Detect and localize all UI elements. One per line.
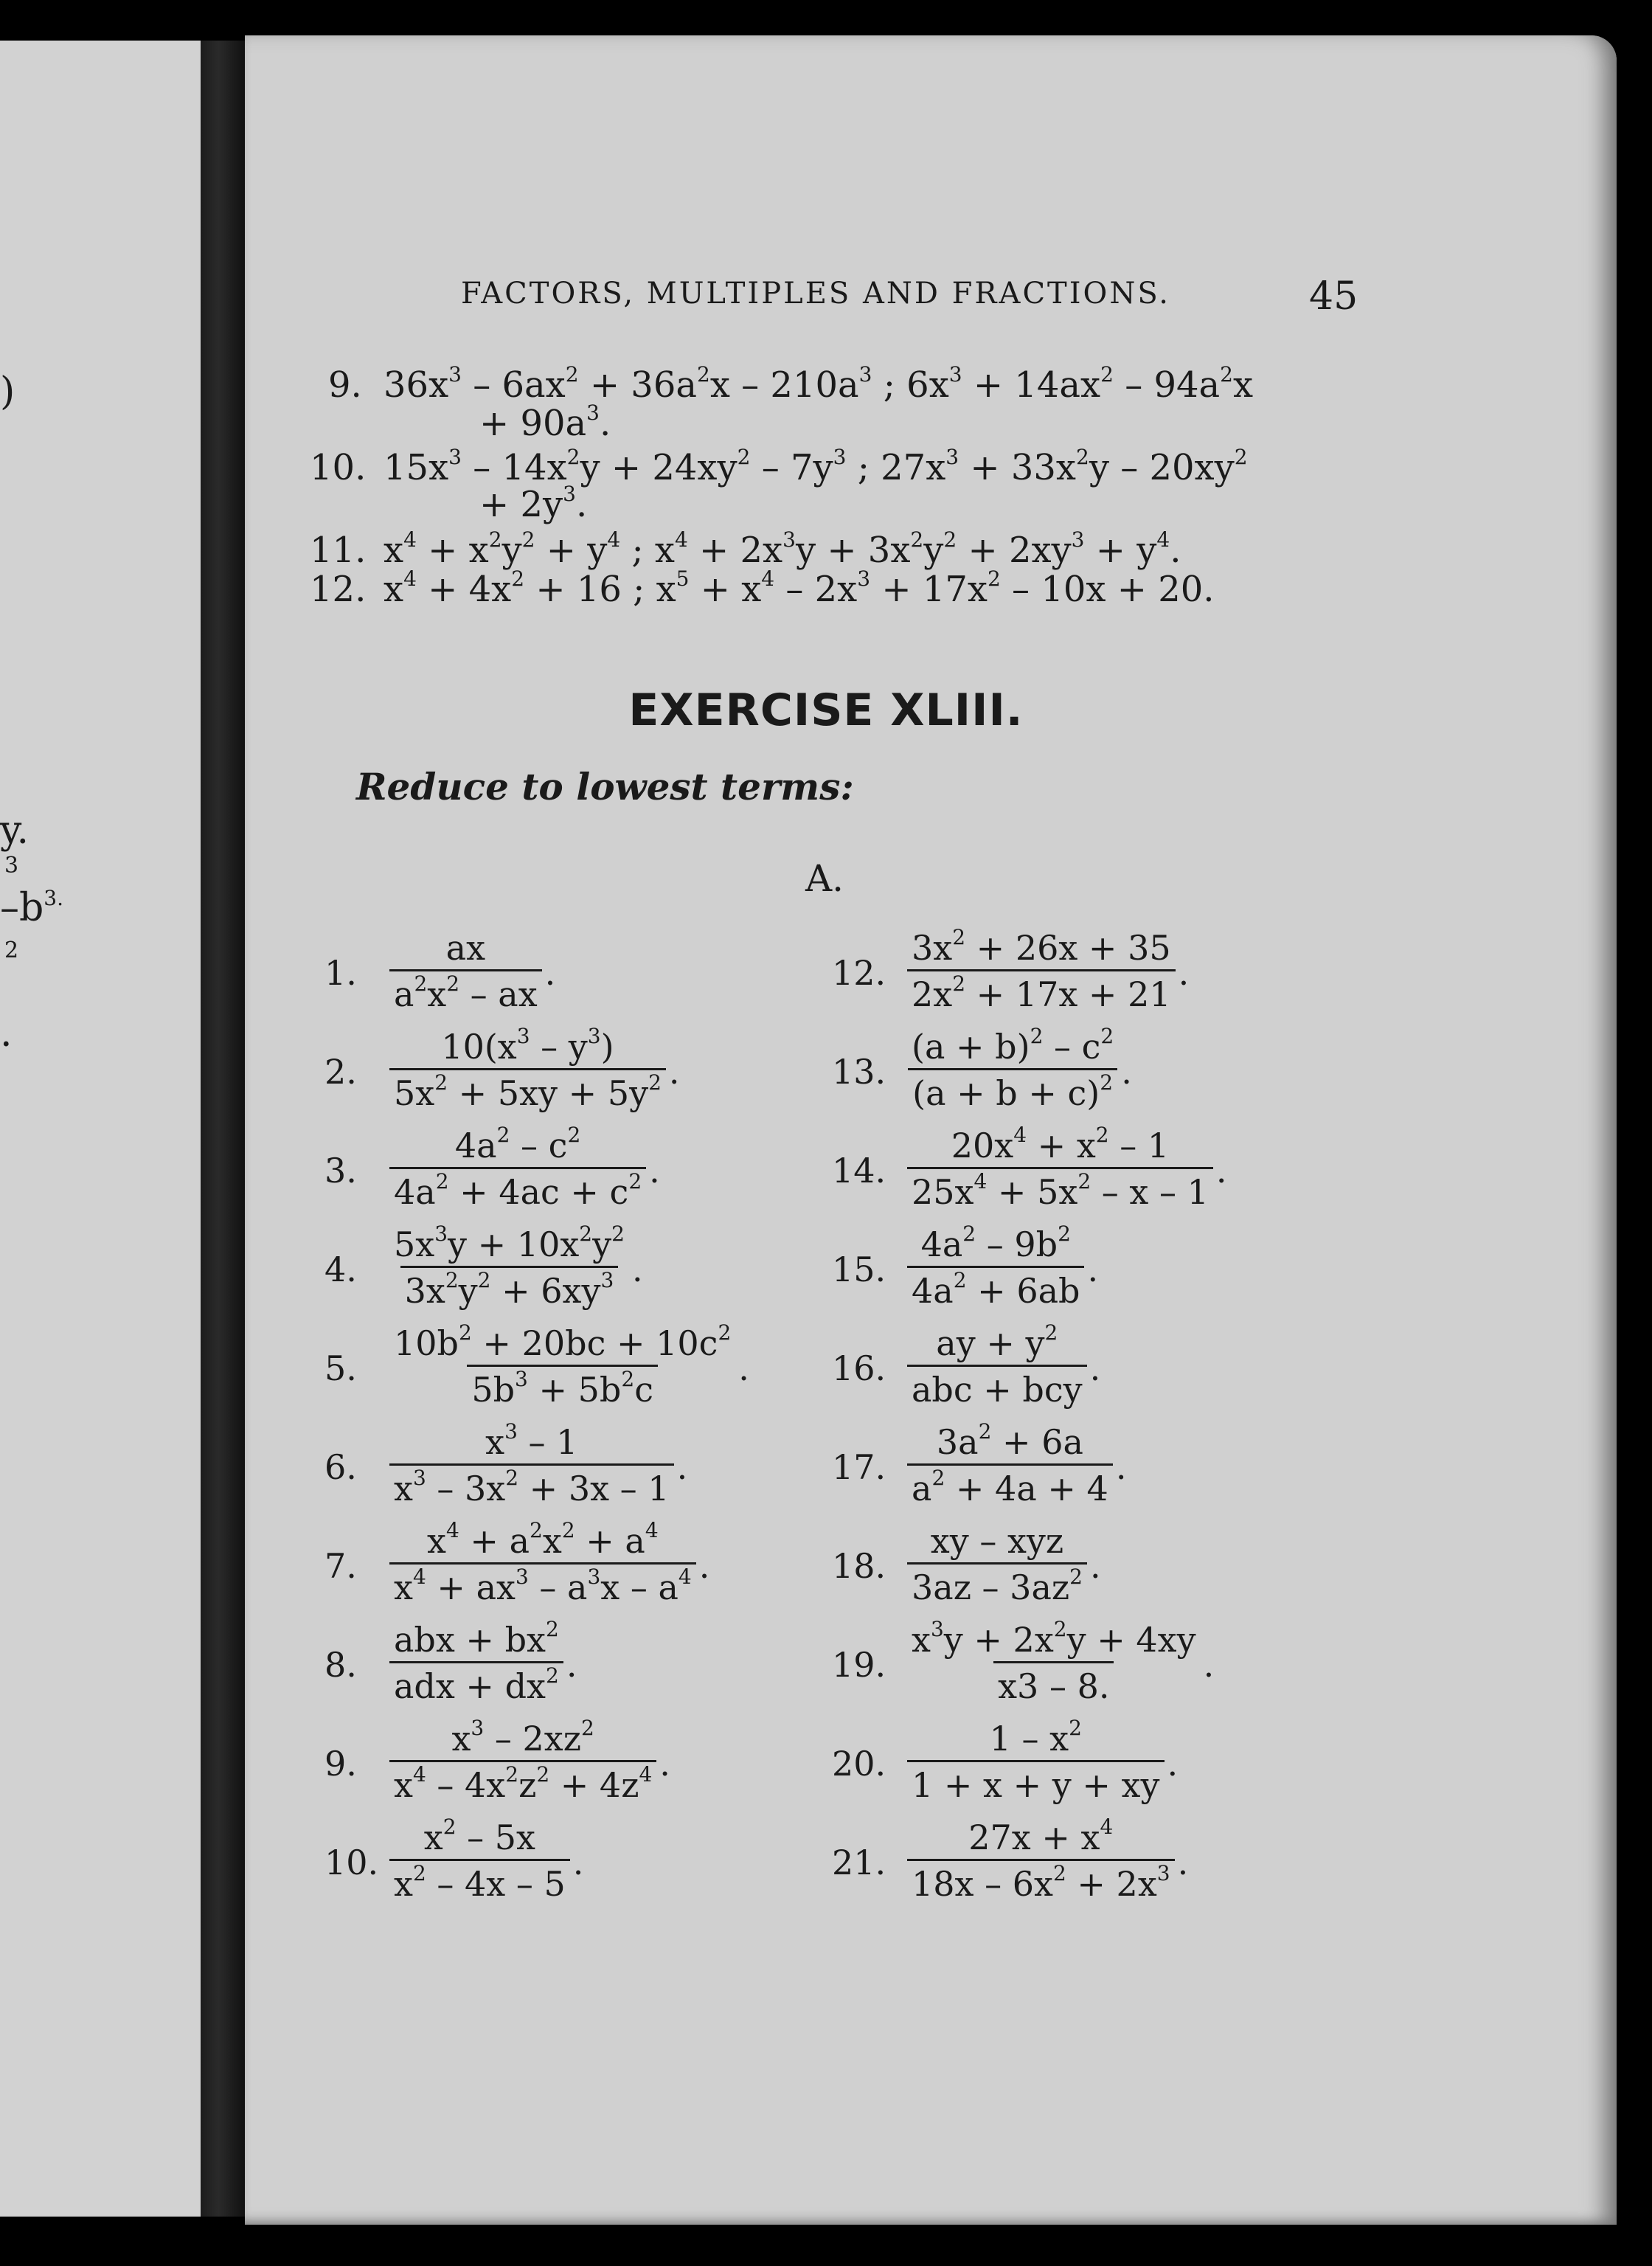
fraction-problem bbox=[832, 1617, 1422, 1719]
problem-number: 19. bbox=[832, 1645, 886, 1685]
expression-line: $15x^3 - 14x^2y + 24xy^2 - 7y^3$ ; $27x^3 + 33x^2y - 20xy^2$ bbox=[384, 445, 1248, 488]
fraction-problem bbox=[832, 1815, 1422, 1916]
fraction bbox=[907, 925, 1176, 1014]
fraction-problem bbox=[832, 1024, 1422, 1126]
fraction-numerator: $x^3 - 1$ bbox=[485, 1419, 578, 1462]
fraction-period: . bbox=[649, 1151, 660, 1191]
fraction-problem bbox=[324, 1617, 914, 1719]
fraction bbox=[907, 1815, 1175, 1904]
fraction-denominator: $a^2 + 4a + 4$ bbox=[907, 1463, 1113, 1506]
problem-number: 15. bbox=[832, 1250, 886, 1289]
fraction-denominator: $x^3 - 3x^2 + 3x - 1$ bbox=[389, 1463, 674, 1506]
problem-number: 12. bbox=[832, 953, 886, 993]
fraction bbox=[389, 928, 542, 1014]
fraction-problem bbox=[324, 928, 914, 1027]
fraction bbox=[389, 1222, 629, 1311]
fraction-numerator: $10(x^3 - y^3)$ bbox=[441, 1024, 614, 1067]
fraction-denominator: $5b^3 + 5b^2c$ bbox=[467, 1365, 658, 1407]
fraction-period: . bbox=[1215, 1151, 1227, 1191]
left-page-edge bbox=[0, 41, 201, 2217]
fraction-denominator: $a^2x^2$ – ax bbox=[389, 969, 542, 1011]
fraction-problem bbox=[832, 1320, 1422, 1422]
page-number: 45 bbox=[1309, 274, 1358, 319]
fraction bbox=[389, 1123, 646, 1212]
fraction-numerator: $4a^2 - c^2$ bbox=[454, 1123, 581, 1165]
fraction-numerator: $4a^2 - 9b^2$ bbox=[920, 1222, 1071, 1264]
fraction-problem bbox=[832, 925, 1422, 1027]
fraction-denominator: $18x - 6x^2 + 2x^3$ bbox=[907, 1859, 1175, 1901]
fraction bbox=[907, 1521, 1087, 1607]
fraction-period: . bbox=[698, 1546, 710, 1586]
fraction-period: . bbox=[572, 1843, 584, 1882]
fraction-problem bbox=[832, 1123, 1422, 1224]
left-page-fragment: 2 bbox=[4, 938, 19, 963]
fraction-period: . bbox=[738, 1348, 749, 1388]
fraction-denominator: $4a^2 + 6ab$ bbox=[907, 1266, 1084, 1308]
fraction-numerator: ax bbox=[445, 928, 486, 968]
problem-number: 10. bbox=[310, 447, 367, 488]
fraction-numerator: $(a + b)^2 - c^2$ bbox=[912, 1024, 1114, 1067]
fraction bbox=[389, 1518, 696, 1607]
fraction-problem bbox=[324, 1419, 914, 1521]
fraction-period: . bbox=[1203, 1645, 1215, 1685]
fraction-problem bbox=[324, 1123, 914, 1224]
fraction-problem bbox=[832, 1521, 1422, 1620]
fraction-denominator: abc + bcy bbox=[907, 1365, 1087, 1407]
fraction bbox=[389, 1320, 735, 1410]
fraction-numerator: abx + $bx^2$ bbox=[394, 1617, 559, 1660]
fraction-problem bbox=[832, 1419, 1422, 1521]
fraction-numerator: $x^3 - 2xz^2$ bbox=[451, 1716, 594, 1759]
fraction-denominator: $25x^4 + 5x^2 - x - 1$ bbox=[907, 1167, 1213, 1209]
problem-number: 7. bbox=[324, 1546, 357, 1586]
problem-number: 2. bbox=[324, 1052, 357, 1092]
fraction-numerator: $20x^4 + x^2 - 1$ bbox=[951, 1123, 1170, 1165]
fraction bbox=[907, 1716, 1165, 1805]
fraction-period: . bbox=[668, 1052, 680, 1092]
fraction-problem bbox=[324, 1222, 914, 1323]
fraction-problem bbox=[324, 1716, 914, 1818]
fraction-period: . bbox=[659, 1744, 670, 1784]
exercise-title: EXERCISE XLIII. bbox=[628, 685, 1024, 736]
fraction-numerator: $1 - x^2$ bbox=[989, 1716, 1082, 1759]
left-page-fragment: 3 bbox=[4, 853, 19, 879]
fraction-numerator: $10b^2 + 20bc + 10c^2$ bbox=[394, 1320, 732, 1363]
fraction-period: . bbox=[1115, 1447, 1127, 1487]
fraction bbox=[907, 1222, 1084, 1311]
fraction-period: . bbox=[1177, 1843, 1189, 1882]
book-gutter bbox=[201, 41, 245, 2217]
fraction-problem bbox=[832, 1716, 1422, 1818]
fraction-denominator: $x^2 - 4x - 5$ bbox=[389, 1859, 570, 1901]
left-page-fragment: $-b^{3.}$ bbox=[0, 886, 64, 930]
fraction-denominator: $3az - 3az^2$ bbox=[907, 1562, 1087, 1604]
problem-number: 8. bbox=[324, 1645, 357, 1685]
problem-number: 20. bbox=[832, 1744, 886, 1784]
fraction bbox=[907, 1123, 1213, 1212]
fraction bbox=[389, 1419, 674, 1508]
fraction bbox=[389, 1024, 666, 1113]
problem-number: 1. bbox=[324, 953, 357, 993]
fraction-numerator: ay + $y^2$ bbox=[936, 1320, 1058, 1363]
problem-number: 4. bbox=[324, 1250, 357, 1289]
fraction-problem bbox=[832, 1222, 1422, 1323]
expression-continuation: + $90a^3$. bbox=[479, 401, 611, 444]
fraction-denominator: $5x^2 + 5xy + 5y^2$ bbox=[389, 1068, 666, 1110]
fraction-numerator: xy – xyz bbox=[930, 1521, 1064, 1561]
problem-number: 14. bbox=[832, 1151, 886, 1191]
fraction-problem bbox=[324, 1320, 914, 1422]
fraction bbox=[389, 1716, 656, 1805]
fraction-period: . bbox=[631, 1250, 643, 1289]
problem-number: 9. bbox=[324, 1744, 357, 1784]
problem-number: 12. bbox=[310, 569, 367, 610]
running-head: FACTORS, MULTIPLES AND FRACTIONS. bbox=[461, 277, 1171, 311]
expression-line: $x^4 + x^2y^2 + y^4$ ; $x^4 + 2x^3y + 3x^2y^2 + 2xy^3 + y^4$. bbox=[384, 527, 1181, 571]
expression-line: $36x^3 - 6ax^2 + 36a^2x - 210a^3$ ; $6x^3 + 14ax^2 - 94a^2x$ bbox=[384, 362, 1254, 406]
problem-number: 10. bbox=[324, 1843, 379, 1882]
fraction-denominator: adx + $dx^2$ bbox=[389, 1661, 563, 1703]
instruction: Reduce to lowest terms: bbox=[356, 765, 854, 808]
fraction bbox=[389, 1815, 570, 1904]
fraction-period: . bbox=[1089, 1348, 1101, 1388]
left-page-fragment: . bbox=[0, 1011, 13, 1056]
fraction-numerator: $3x^2 + 26x + 35$ bbox=[912, 925, 1171, 968]
problem-number: 11. bbox=[310, 530, 367, 571]
problem-number: 17. bbox=[832, 1447, 886, 1487]
problem-number: 21. bbox=[832, 1843, 886, 1882]
fraction-period: . bbox=[1089, 1546, 1101, 1586]
fraction-problem bbox=[324, 1024, 914, 1126]
fraction-numerator: $x^4 + a^2x^2 + a^4$ bbox=[427, 1518, 659, 1561]
fraction bbox=[907, 1419, 1113, 1508]
fraction-problem bbox=[324, 1518, 914, 1620]
fraction-denominator: $x^4 + ax^3 - a^3x - a^4$ bbox=[389, 1562, 696, 1604]
fraction-problem bbox=[324, 1815, 914, 1916]
fraction-denominator: $3x^2y^2 + 6xy^3$ bbox=[400, 1266, 619, 1308]
problem-number: 3. bbox=[324, 1151, 357, 1191]
problem-number: 16. bbox=[832, 1348, 886, 1388]
fraction-numerator: $27x + x^4$ bbox=[968, 1815, 1114, 1857]
section-label: A. bbox=[805, 857, 844, 900]
fraction bbox=[907, 1024, 1118, 1113]
problem-number: 13. bbox=[832, 1052, 886, 1092]
problem-number: 9. bbox=[328, 364, 362, 406]
problem-number: 5. bbox=[324, 1348, 357, 1388]
fraction-denominator: $(a + b + c)^2$ bbox=[908, 1068, 1117, 1110]
fraction-period: . bbox=[544, 953, 556, 993]
fraction-numerator: $x^3y + 2x^2y + 4xy$ bbox=[912, 1617, 1196, 1660]
fraction-period: . bbox=[1178, 953, 1190, 993]
fraction-period: . bbox=[1087, 1250, 1099, 1289]
fraction-denominator: 1 + x + y + xy bbox=[907, 1760, 1165, 1802]
left-page-fragment: ) bbox=[0, 370, 15, 414]
fraction bbox=[907, 1617, 1201, 1706]
fraction-denominator: $2x^2 + 17x + 21$ bbox=[907, 969, 1176, 1011]
fraction-period: . bbox=[676, 1447, 688, 1487]
fraction-numerator: $3a^2 + 6a$ bbox=[936, 1419, 1083, 1462]
fraction-denominator: $x^4 - 4x^2z^2 + 4z^4$ bbox=[389, 1760, 656, 1802]
fraction-denominator: x3 – 8. bbox=[993, 1661, 1114, 1703]
fraction-denominator: $4a^2 + 4ac + c^2$ bbox=[389, 1167, 646, 1209]
fraction-period: . bbox=[1167, 1744, 1179, 1784]
fraction-period: . bbox=[1121, 1052, 1132, 1092]
problem-number: 6. bbox=[324, 1447, 357, 1487]
expression-continuation: + $2y^3$. bbox=[479, 482, 588, 525]
problem-number: 18. bbox=[832, 1546, 886, 1586]
fraction bbox=[907, 1320, 1087, 1410]
fraction-period: . bbox=[566, 1645, 577, 1685]
left-page-fragment: y. bbox=[0, 808, 29, 853]
fraction bbox=[389, 1617, 563, 1706]
fraction-numerator: $x^2 - 5x$ bbox=[423, 1815, 535, 1857]
expression-line: $x^4 + 4x^2 + 16$ ; $x^5 + x^4 - 2x^3 + 17x^2 - 10x + 20$. bbox=[384, 566, 1215, 610]
fraction-numerator: $5x^3y + 10x^2y^2$ bbox=[394, 1222, 625, 1264]
